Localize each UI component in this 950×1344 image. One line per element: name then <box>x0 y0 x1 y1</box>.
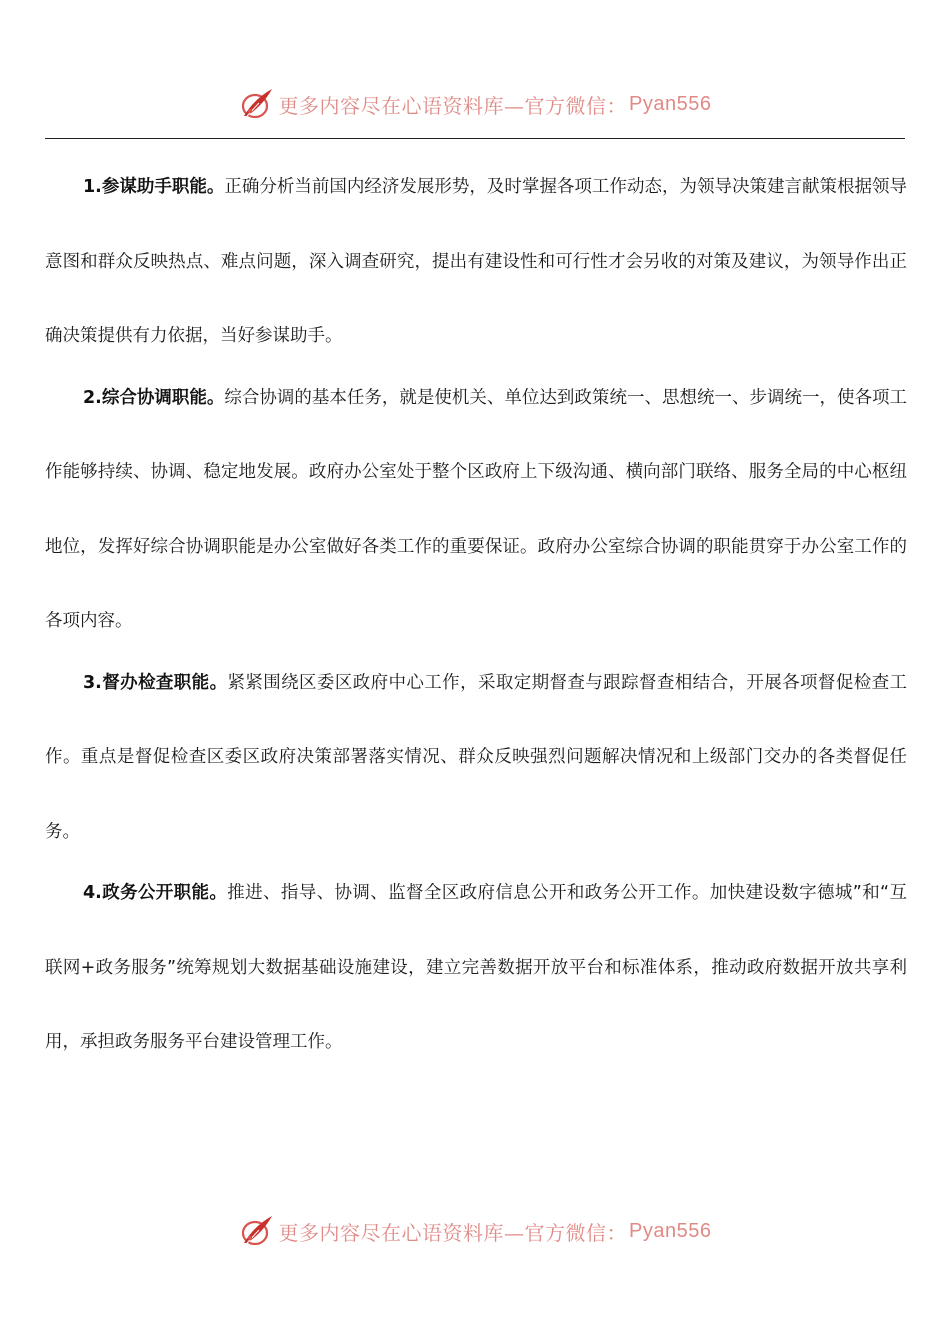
paragraph-4-body: 推进、指导、协调、监督全区政府信息公开和政务公开工作。加快建设数字德城”和“互联网+政务服务”统筹规划大数据基础设施建设，建立完善数据开放平台和标准体系，推动政府数据开放共享利用，承担政务服务平台建设管理工作。 <box>45 883 907 1052</box>
document-body <box>45 150 907 1080</box>
paragraph-4-heading: 4.政务公开职能。 <box>83 883 228 903</box>
paragraph-1-heading: 1.参谋助手职能。 <box>83 177 225 197</box>
footer-banner-text: 更多内容尽在心语资料库—官方微信： <box>278 1220 628 1245</box>
paragraph-1-body: 正确分析当前国内经济发展形势，及时掌握各项工作动态，为领导决策建言献策根据领导意图和群众反映热点、难点问题，深入调查研究，提出有建设性和可行性才会另收的对策及建议，为领导作出正确决策提供有力依据，当好参谋助手。 <box>45 177 907 346</box>
header-wechat-id: Pyan556 <box>629 92 712 115</box>
paragraph-2 <box>45 361 907 659</box>
header-banner-text: 更多内容尽在心语资料库—官方微信： <box>278 93 628 118</box>
header-divider <box>45 138 905 139</box>
quill-pen-logo-icon <box>239 1213 275 1249</box>
header-banner <box>0 84 950 124</box>
paragraph-1 <box>45 150 907 374</box>
paragraph-3 <box>45 646 907 870</box>
paragraph-2-heading: 2.综合协调职能。 <box>83 387 225 408</box>
paragraph-3-heading: 3.督办检查职能。 <box>83 672 228 693</box>
footer-wechat-id: Pyan556 <box>629 1219 712 1242</box>
paragraph-4 <box>45 856 907 1080</box>
quill-pen-logo-icon <box>239 86 275 122</box>
paragraph-2-body: 综合协调的基本任务，就是使机关、单位达到政策统一、思想统一、步调统一，使各项工作能够持续、协调、稳定地发展。政府办公室处于整个区政府上下级沟通、横向部门联络、服务全局的中心枢纽地位，发挥好综合协调职能是办公室做好各类工作的重要保证。政府办公室综合协调的职能贯穿于办公室工作的各项内容。 <box>45 387 907 631</box>
paragraph-3-body: 紧紧围绕区委区政府中心工作，采取定期督查与跟踪督查相结合，开展各项督促检查工作。重点是督促检查区委区政府决策部署落实情况、群众反映强烈问题解决情况和上级部门交办的各类督促任务。 <box>45 672 907 842</box>
footer-banner <box>0 1211 950 1251</box>
